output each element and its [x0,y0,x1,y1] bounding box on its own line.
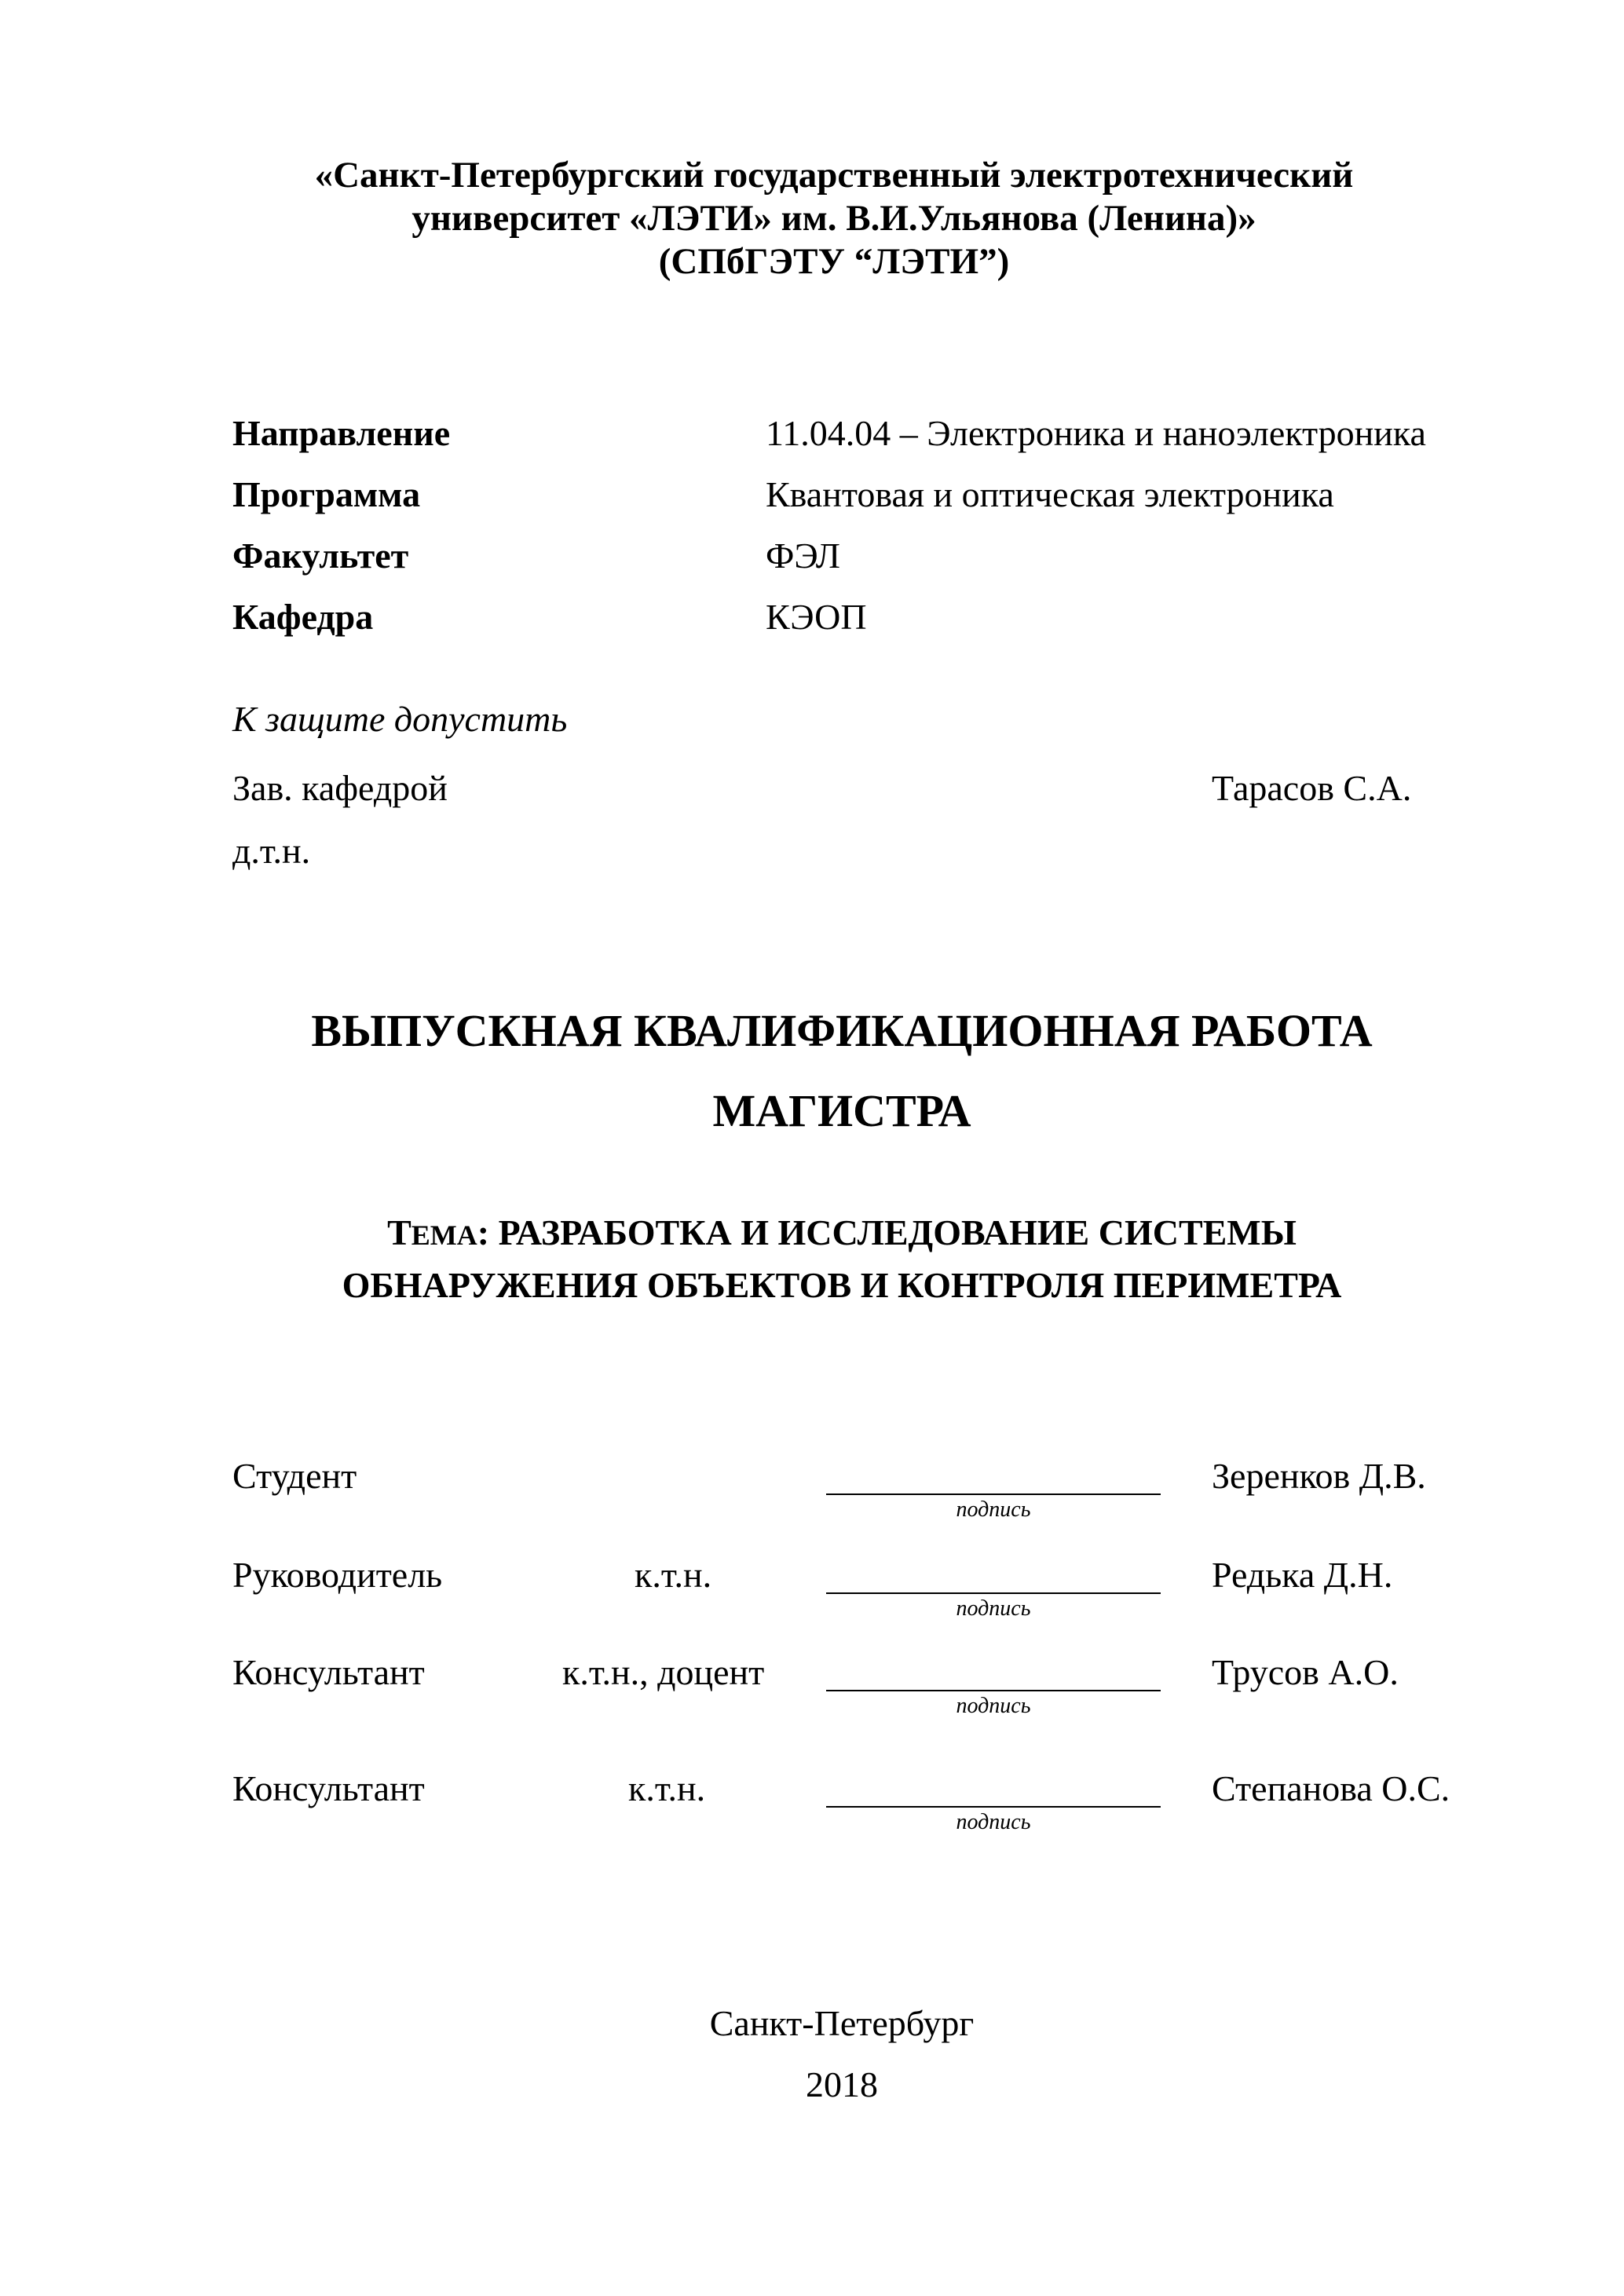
footer [0,1993,1624,2115]
thesis-topic [0,1208,1624,1311]
signature-caption: подпись [956,1596,1031,1621]
approval-role: Зав. кафедрой [232,768,448,808]
university-header [0,154,1624,283]
signature-degree: к.т.н. [628,1768,706,1808]
info-value: Квантовая и оптическая электроника [766,474,1334,514]
approval-degree: д.т.н. [232,831,311,871]
topic-prefix-initial: Т [387,1212,411,1252]
signature-row-consultant-1 [0,1651,1624,1737]
university-abbreviation: (СПбГЭТУ “ЛЭТИ”) [658,241,1010,282]
topic-text-line-2: ОБНАРУЖЕНИЯ ОБЪЕКТОВ И КОНТРОЛЯ ПЕРИМЕТРА [342,1265,1342,1305]
info-value: КЭОП [766,597,867,637]
signature-name: Редька Д.Н. [1212,1555,1393,1595]
signature-role: Руководитель [232,1555,443,1595]
document-title-line-1: ВЫПУСКНАЯ КВАЛИФИКАЦИОННАЯ РАБОТА [311,1005,1373,1056]
signature-row-supervisor [0,1553,1624,1640]
signature-caption: подпись [956,1810,1031,1834]
topic-text-line-1: : РАЗРАБОТКА И ИССЛЕДОВАНИЕ СИСТЕМЫ [477,1212,1297,1252]
info-value: 11.04.04 – Электроника и наноэлектроника [766,413,1426,453]
signature-line [826,1690,1161,1691]
signature-caption: подпись [956,1694,1031,1718]
signature-line [826,1493,1161,1495]
signature-name: Зеренков Д.В. [1212,1456,1426,1496]
signature-degree: к.т.н., доцент [562,1652,765,1692]
signature-role: Студент [232,1456,357,1496]
footer-year: 2018 [806,2064,878,2104]
footer-city: Санкт-Петербург [709,2003,975,2043]
document-title [0,991,1624,1151]
approval-title: К защите допустить [232,699,568,739]
signature-caption: подпись [956,1497,1031,1522]
signature-degree: к.т.н. [635,1555,712,1595]
signature-row-student [0,1454,1624,1541]
signature-role: Консультант [232,1652,425,1692]
university-name-line-2: университет «ЛЭТИ» им. В.И.Ульянова (Ленина)» [411,198,1256,239]
info-label: Направление [232,413,451,453]
signature-line [826,1592,1161,1594]
signature-role: Консультант [232,1768,425,1808]
topic-prefix-rest: ЕМА [411,1219,477,1251]
document-title-line-2: МАГИСТРА [712,1085,971,1136]
info-value: ФЭЛ [766,536,841,576]
signature-name: Степанова О.С. [1212,1768,1450,1808]
signature-row-consultant-2 [0,1767,1624,1853]
signature-line [826,1806,1161,1808]
info-label: Кафедра [232,597,374,637]
approval-name: Тарасов С.А. [1212,768,1412,808]
university-name-line-1: «Санкт-Петербургский государственный электротехнический [314,155,1354,196]
info-label: Факультет [232,536,409,576]
topic-line-1 [60,1208,1624,1260]
signature-name: Трусов А.О. [1212,1652,1399,1692]
info-label: Программа [232,474,421,514]
